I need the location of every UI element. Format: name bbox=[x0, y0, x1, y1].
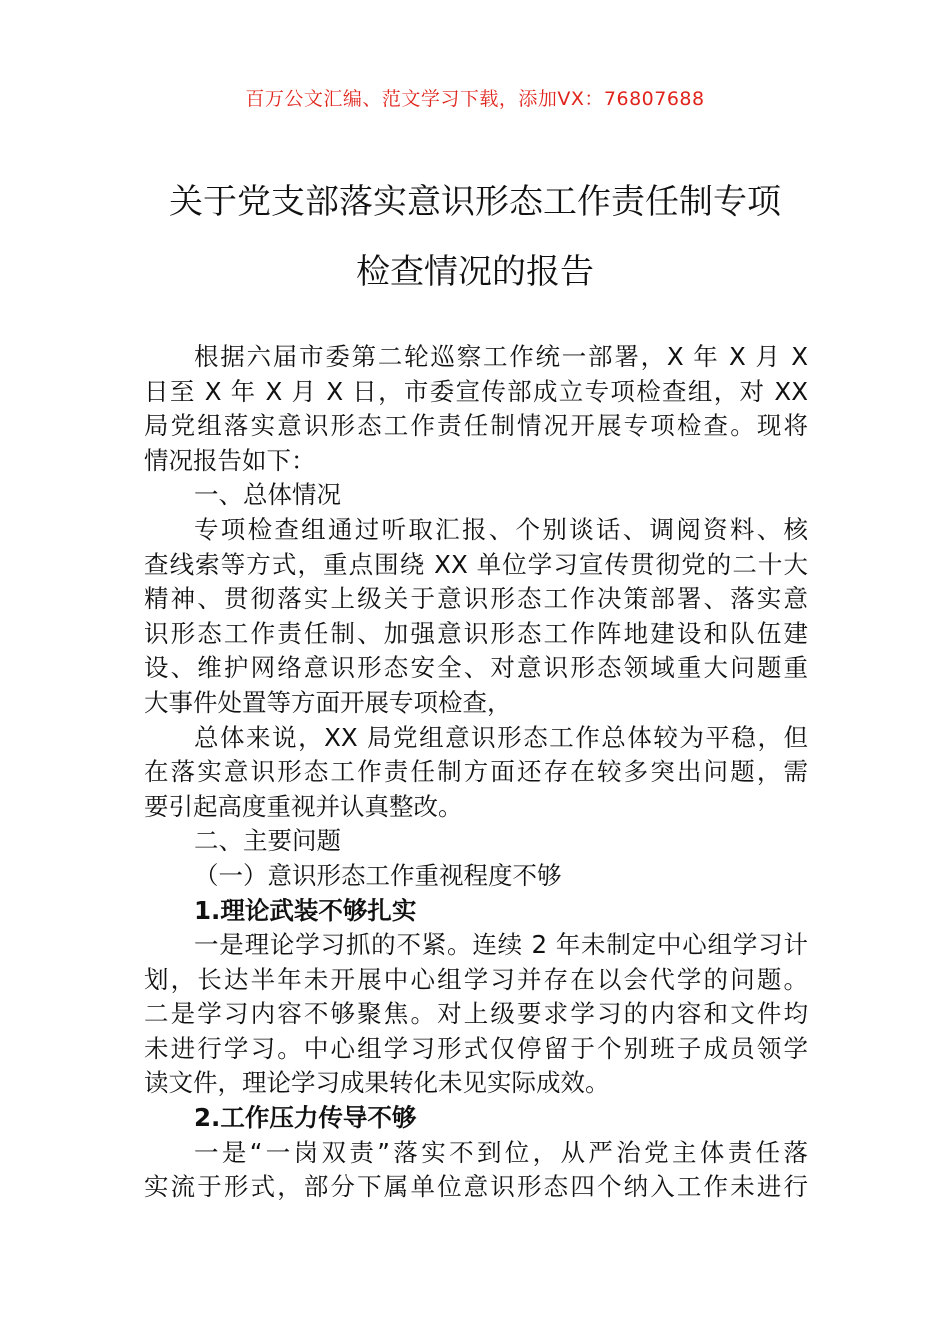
document-title-line-2: 检查情况的报告 bbox=[356, 252, 594, 292]
paragraph-intro-line: 情况报告如下： bbox=[144, 445, 316, 475]
section-heading-main-problems: 二、主要问题 bbox=[194, 826, 341, 856]
paragraph-theory-line: 划，长达半年未开展中心组学习并存在以会代学的问题。 bbox=[144, 964, 808, 994]
paragraph-summary-line: 在落实意识形态工作责任制方面还存在较多突出问题，需 bbox=[144, 757, 808, 787]
paragraph-overview-line: 专项检查组通过听取汇报、个别谈话、调阅资料、核 bbox=[194, 514, 808, 544]
document-title-line-1: 关于党支部落实意识形态工作责任制专项 bbox=[169, 182, 781, 222]
subheading-pressure: 2.工作压力传导不够 bbox=[194, 1103, 417, 1133]
paragraph-intro-line: 局党组落实意识形态工作责任制情况开展专项检查。现将 bbox=[144, 411, 808, 441]
paragraph-overview-line: 大事件处置等方面开展专项检查， bbox=[144, 687, 512, 717]
paragraph-theory-line: 一是理论学习抓的不紧。连续 2 年未制定中心组学习计 bbox=[194, 930, 808, 960]
subsection-heading-1: （一）意识形态工作重视程度不够 bbox=[194, 860, 562, 890]
paragraph-intro-line: 日至 X 年 X 月 X 日，市委宣传部成立专项检查组，对 XX bbox=[144, 376, 808, 406]
paragraph-pressure-line: 一是“一岗双责”落实不到位，从严治党主体责任落 bbox=[194, 1137, 808, 1167]
paragraph-theory-line: 未进行学习。中心组学习形式仅停留于个别班子成员领学 bbox=[144, 1033, 808, 1063]
paragraph-overview-line: 查线索等方式，重点围绕 XX 单位学习宣传贯彻党的二十大 bbox=[144, 549, 808, 579]
paragraph-summary-line: 要引起高度重视并认真整改。 bbox=[144, 791, 463, 821]
paragraph-overview-line: 精神、贯彻落实上级关于意识形态工作决策部署、落实意 bbox=[144, 584, 808, 614]
document-body bbox=[144, 340, 808, 1205]
paragraph-summary-line: 总体来说，XX 局党组意识形态工作总体较为平稳，但 bbox=[194, 722, 808, 752]
paragraph-theory-line: 读文件，理论学习成果转化未见实际成效。 bbox=[144, 1068, 610, 1098]
paragraph-overview-line: 识形态工作责任制、加强意识形态工作阵地建设和队伍建 bbox=[144, 618, 808, 648]
paragraph-pressure-line: 实流于形式，部分下属单位意识形态四个纳入工作未进行 bbox=[144, 1172, 808, 1202]
paragraph-overview-line: 设、维护网络意识形态安全、对意识形态领域重大问题重 bbox=[144, 653, 808, 683]
paragraph-theory-line: 二是学习内容不够聚焦。对上级要求学习的内容和文件均 bbox=[144, 999, 808, 1029]
subheading-theory: 1.理论武装不够扎实 bbox=[194, 895, 417, 925]
section-heading-overview: 一、总体情况 bbox=[194, 480, 341, 510]
paragraph-intro-line: 根据六届市委第二轮巡察工作统一部署，X 年 X 月 X bbox=[194, 342, 808, 371]
watermark-text: 百万公文汇编、范文学习下载，添加VX：76807688 bbox=[245, 88, 705, 110]
